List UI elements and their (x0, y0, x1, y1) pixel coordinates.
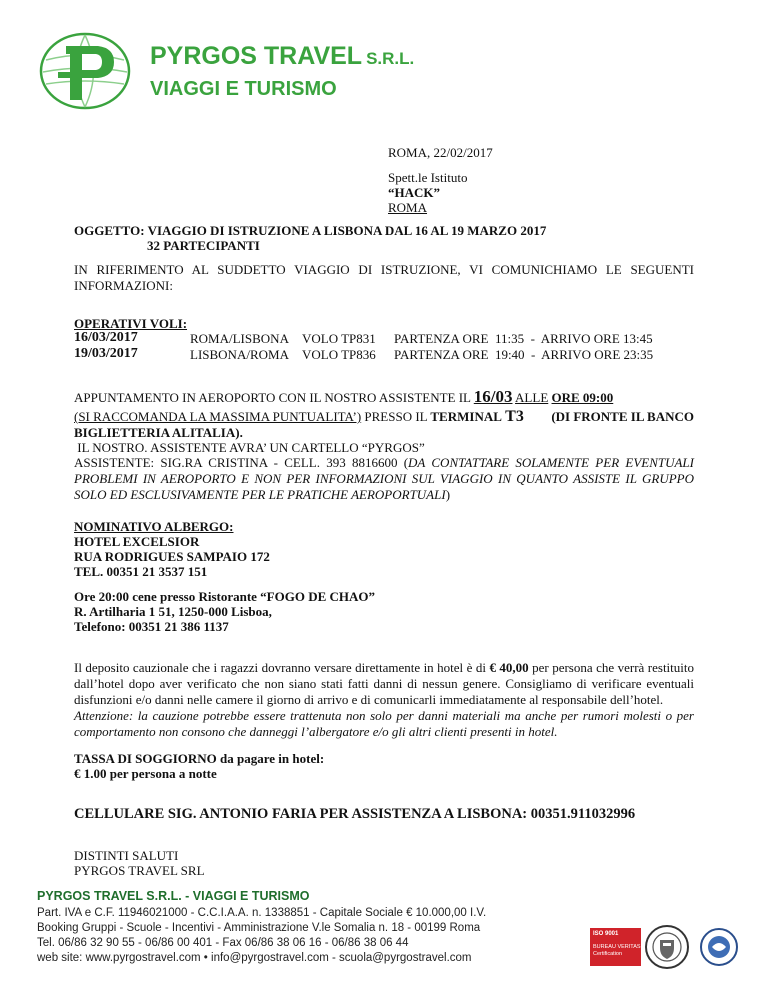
flight-route: ROMA/LISBONA (190, 331, 289, 346)
terminal-label: TERMINAL (430, 409, 502, 424)
tax-line-1: TASSA DI SOGGIORNO da pagare in hotel: (74, 751, 325, 766)
meeting-presso: PRESSO IL (361, 409, 431, 424)
flight-date: 16/03/2017 (74, 330, 138, 345)
hotel-heading: NOMINATIVO ALBERGO: (74, 519, 234, 534)
dinner-line-3: Telefono: 00351 21 386 1137 (74, 619, 229, 634)
dinner-line-1: Ore 20:00 cene presso Ristorante “FOGO DE CHAO” (74, 589, 376, 604)
hotel-phone: TEL. 00351 21 3537 151 (74, 564, 208, 579)
intro-paragraph: IN RIFERIMENTO AL SUDDETTO VIAGGIO DI ISTRUZIONE, VI COMUNICHIAMO LE SEGUENTI INFORMAZIONI: (74, 262, 694, 293)
company-name-suffix: S.R.L. (366, 49, 415, 68)
flight-number: VOLO TP831 (302, 331, 376, 346)
deposit-text-2: per persona che verrà restituito dall’hotel dopo aver verificato che non siano stati fatti danni di nessun genere. Consigliamo di verificare eventuali disfunzioni e/o danni nelle camere il giorno di arrivo e di comunicarli immediatamente al responsabile dell’hotel. (74, 660, 695, 707)
flight-route: LISBONA/ROMA (190, 347, 289, 362)
punctuality-note: (SI RACCOMANDA LA MASSIMA PUNTUALITA’) (74, 409, 362, 424)
iso-certification-badge (590, 928, 641, 966)
deposit-paragraph (74, 660, 694, 740)
assistant-text: ASSISTENTE: SIG.RA CRISTINA - CELL. 393 8816600 ( (74, 455, 409, 470)
terminal-number: T3 (505, 408, 524, 425)
hotel-name: HOTEL EXCELSIOR (74, 534, 200, 549)
flight-row (74, 346, 714, 362)
meeting-line-3: BIGLIETTERIA ALITALIA). (74, 425, 243, 440)
flights-heading: OPERATIVI VOLI: (74, 316, 188, 331)
subject-line-1: OGGETTO: VIAGGIO DI ISTRUZIONE A LISBONA DAL 16 AL 19 MARZO 2017 (74, 223, 547, 238)
hotel-address: RUA RODRIGUES SAMPAIO 172 (74, 549, 270, 564)
subject-line-2: 32 PARTECIPANTI (147, 238, 260, 253)
recipient-line-2: “HACK” (388, 185, 440, 200)
dinner-line-2: R. Artilharia 1 51, 1250-000 Lisboa, (74, 604, 272, 619)
meeting-line-4: IL NOSTRO. ASSISTENTE AVRA’ UN CARTELLO “PYRGOS” (74, 440, 425, 455)
meeting-time: ORE 09:00 (551, 390, 614, 405)
footer-line: web site: www.pyrgostravel.com • info@pyrgostravel.com - scuola@pyrgostravel.com (37, 952, 472, 964)
accreditation-seal-icon (699, 927, 739, 967)
flight-times: PARTENZA ORE 19:40 - ARRIVO ORE 23:35 (394, 347, 654, 362)
footer-line: Booking Gruppi - Scuole - Incentivi - Amministrazione V.le Somalia n. 18 - 00199 Roma (37, 922, 481, 934)
meeting-line-2 (74, 409, 694, 425)
recipient-line-1: Spett.le Istituto (388, 170, 468, 185)
assistant-paren: ) (445, 487, 451, 502)
closing-line-1: DISTINTI SALUTI (74, 848, 179, 863)
closing-line-2: PYRGOS TRAVEL SRL (74, 863, 205, 878)
deposit-amount: € 40,00 (489, 660, 529, 675)
bureau-veritas-label: BUREAU VERITAS (593, 944, 641, 950)
bureau-veritas-seal-icon (644, 924, 690, 970)
meeting-alle: ALLE (515, 390, 549, 405)
recipient-line-3: ROMA (388, 200, 428, 215)
company-name-main: PYRGOS TRAVEL (150, 42, 363, 70)
pyrgos-logo-icon (38, 32, 132, 110)
flight-date: 19/03/2017 (74, 346, 138, 361)
iso-label: ISO 9001 (593, 931, 619, 937)
assistance-mobile: CELLULARE SIG. ANTONIO FARIA PER ASSISTENZA A LISBONA: 00351.911032996 (74, 806, 636, 822)
flight-times: PARTENZA ORE 11:35 - ARRIVO ORE 13:45 (394, 331, 653, 346)
terminal-location: (DI FRONTE IL BANCO (551, 409, 694, 424)
certification-label: Certification (593, 951, 623, 957)
flight-row (74, 330, 714, 346)
deposit-warning: Attenzione: la cauzione potrebbe essere trattenuta non solo per danni materiali ma anche per rumori molesti o per comportamento non consono che danneggi l’albergatore e/o gli altri clienti presenti in hotel. (74, 708, 694, 739)
meeting-date: 16/03 (473, 387, 513, 406)
deposit-text: Il deposito cauzionale che i ragazzi dovranno versare direttamente in hotel è di (74, 660, 490, 675)
accreditation-seal (699, 927, 739, 967)
meeting-line-1 (74, 389, 613, 406)
flight-number: VOLO TP836 (302, 347, 376, 362)
company-logo (38, 32, 132, 110)
assistant-paragraph (74, 455, 694, 503)
footer-line: Part. IVA e C.F. 11946021000 - C.C.I.A.A. n. 1338851 - Capitale Sociale € 10.000,00 I.V. (37, 907, 487, 919)
tax-line-2: € 1.00 per persona a notte (74, 766, 217, 781)
assistant-note: DA CONTATTARE SOLAMENTE PER EVENTUALI PROBLEMI IN AEROPORTO E NON PER INFORMAZIONI SUL VIAGGIO IN QUANTO ASSISTE IL GRUPPO SOLO ED ESCLUSIVAMENTE PER LE PRATICHE AEROPORTUALI (74, 455, 694, 502)
meeting-text: APPUNTAMENTO IN AEROPORTO CON IL NOSTRO ASSISTENTE IL (74, 390, 474, 405)
place-date: ROMA, 22/02/2017 (388, 145, 493, 160)
bureau-veritas-seal (644, 924, 690, 970)
footer-title: PYRGOS TRAVEL S.R.L. - VIAGGI E TURISMO (37, 889, 310, 903)
company-name (150, 42, 414, 71)
footer-line: Tel. 06/86 32 90 55 - 06/86 00 401 - Fax 06/86 38 06 16 - 06/86 38 06 44 (37, 937, 409, 949)
company-tagline: VIAGGI E TURISMO (150, 78, 337, 100)
